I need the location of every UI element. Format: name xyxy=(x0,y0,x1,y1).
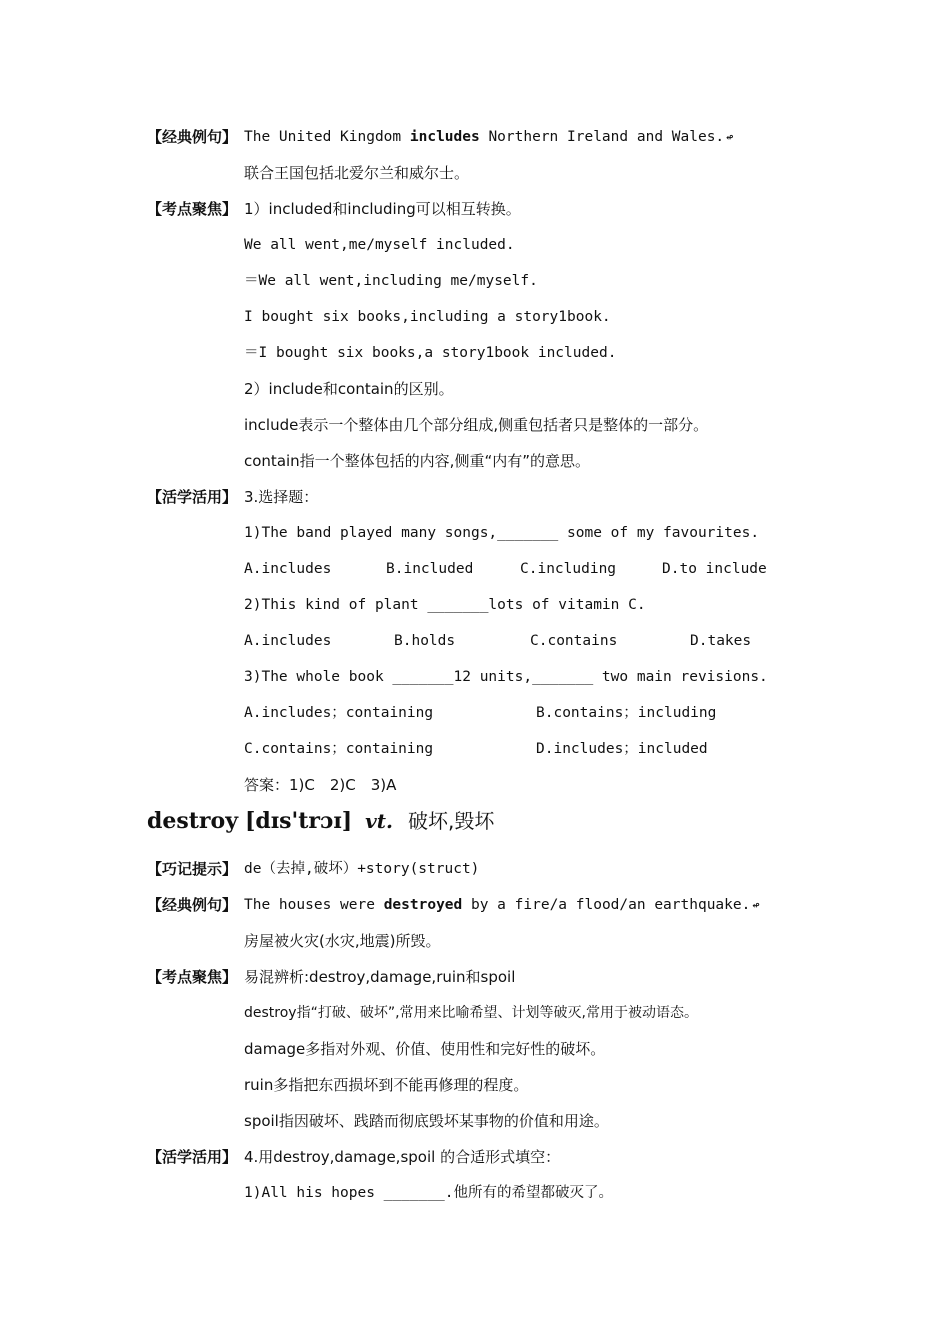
practice-tag: 【活学活用】 xyxy=(147,488,238,506)
option: C.contains xyxy=(530,633,618,649)
option: A.includes；containing xyxy=(244,705,434,721)
example-sentence: The houses were destroyed by a fire/a flood/an earthquake. ↫ xyxy=(244,897,760,913)
headword-entry xyxy=(147,806,494,836)
option: C.contains；containing xyxy=(244,741,434,757)
option: A.includes xyxy=(244,633,332,649)
option: A.includes xyxy=(244,561,332,577)
example-tag: 【经典例句】 xyxy=(147,896,238,914)
option: D.to include xyxy=(662,561,767,577)
option: C.including xyxy=(520,561,617,577)
option: B.holds xyxy=(394,633,456,649)
example-sentence: The United Kingdom includes Northern Ireland and Wales. ↫ xyxy=(244,129,734,145)
return-mark-icon: ↫ xyxy=(752,898,760,912)
focus-tag: 【考点聚焦】 xyxy=(147,968,238,986)
meaning: 破坏,毁坏 xyxy=(408,809,495,833)
return-mark-icon: ↫ xyxy=(726,130,734,144)
phonetic: [dɪs'trɔɪ] xyxy=(244,808,353,834)
example-tag: 【经典例句】 xyxy=(147,128,238,146)
memory-tag: 【巧记提示】 xyxy=(147,860,238,878)
option: D.takes xyxy=(690,633,752,649)
focus-tag: 【考点聚焦】 xyxy=(147,200,238,218)
practice-tag: 【活学活用】 xyxy=(147,1148,238,1166)
headword: destroy xyxy=(147,808,238,834)
option: B.contains；including xyxy=(536,705,717,721)
part-of-speech: vt. xyxy=(365,809,393,833)
option: D.includes；included xyxy=(536,741,708,757)
option: B.included xyxy=(386,561,474,577)
